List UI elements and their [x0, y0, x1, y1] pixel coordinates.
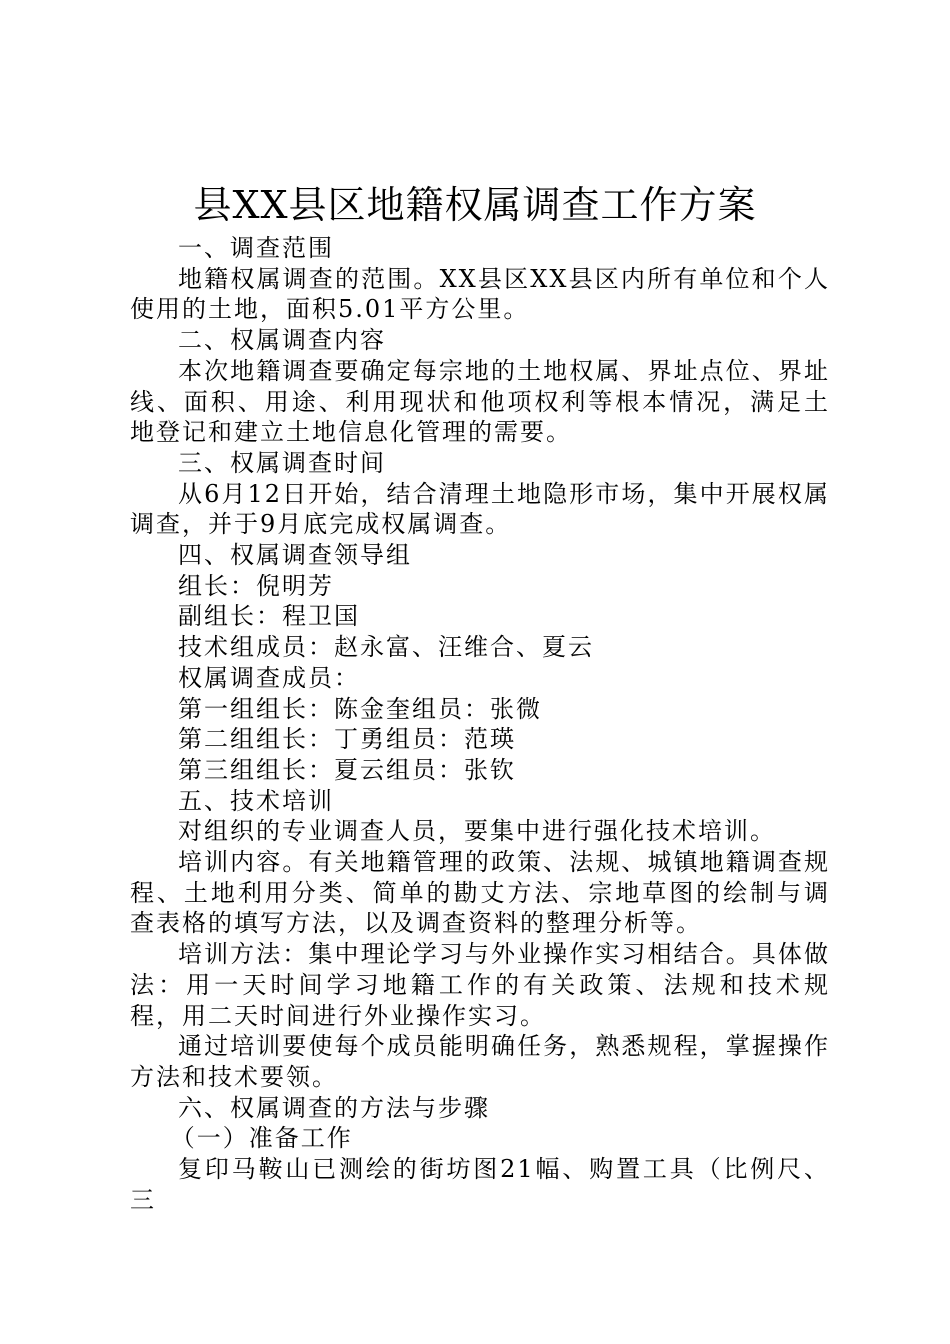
paragraph-group-1: 第一组组长：陈金奎组员：张微 — [178, 694, 542, 723]
section-heading-content: 二、权属调查内容 — [178, 326, 386, 355]
document-body — [130, 233, 830, 1216]
paragraph-training-goal: 通过培训要使每个成员能明确任务，熟悉规程，掌握操作方法和技术要领。 — [130, 1032, 830, 1091]
subsection-heading-preparation: （一）准备工作 — [170, 1124, 353, 1153]
section-heading-methods: 六、权属调查的方法与步骤 — [178, 1093, 490, 1122]
section-heading-training: 五、技术培训 — [178, 786, 334, 815]
paragraph-group-2: 第二组组长：丁勇组员：范瑛 — [178, 725, 516, 754]
paragraph-deputy-leader: 副组长：程卫国 — [178, 602, 360, 631]
paragraph-content: 本次地籍调查要确定每宗地的土地权属、界址点位、界址线、面积、用途、利用现状和他项权利等根本情况，满足土地登记和建立土地信息化管理的需要。 — [130, 356, 830, 447]
paragraph-tech-members: 技术组成员：赵永富、汪维合、夏云 — [178, 633, 594, 662]
paragraph-group-3: 第三组组长：夏云组员：张钦 — [178, 755, 516, 784]
paragraph-training-method: 培训方法：集中理论学习与外业操作实习相结合。具体做法：用一天时间学习地籍工作的有关政策、法规和技术规程，用二天时间进行外业操作实习。 — [130, 940, 830, 1030]
paragraph-time: 从6月12日开始，结合清理土地隐形市场，集中开展权属调查，并于9月底完成权属调查。 — [130, 479, 830, 539]
paragraph-training-intro: 对组织的专业调查人员，要集中进行强化技术培训。 — [178, 817, 776, 846]
paragraph-scope: 地籍权属调查的范围。XX县区XX县区内所有单位和个人使用的土地，面积5.01平方公里。 — [130, 264, 830, 324]
paragraph-leader: 组长：倪明芳 — [178, 571, 334, 600]
document-title: 县XX县区地籍权属调查工作方案 — [193, 183, 757, 227]
paragraph-preparation: 复印马鞍山已测绘的街坊图21幅、购置工具（比例尺、三 — [130, 1155, 830, 1214]
paragraph-survey-members: 权属调查成员： — [178, 663, 360, 692]
section-heading-leadership: 四、权属调查领导组 — [178, 541, 412, 570]
section-heading-time: 三、权属调查时间 — [178, 448, 386, 477]
paragraph-training-content: 培训内容。有关地籍管理的政策、法规、城镇地籍调查规程、土地利用分类、简单的勘丈方法、宗地草图的绘制与调查表格的填写方法，以及调查资料的整理分析等。 — [130, 848, 830, 938]
section-heading-scope: 一、调查范围 — [178, 234, 334, 262]
